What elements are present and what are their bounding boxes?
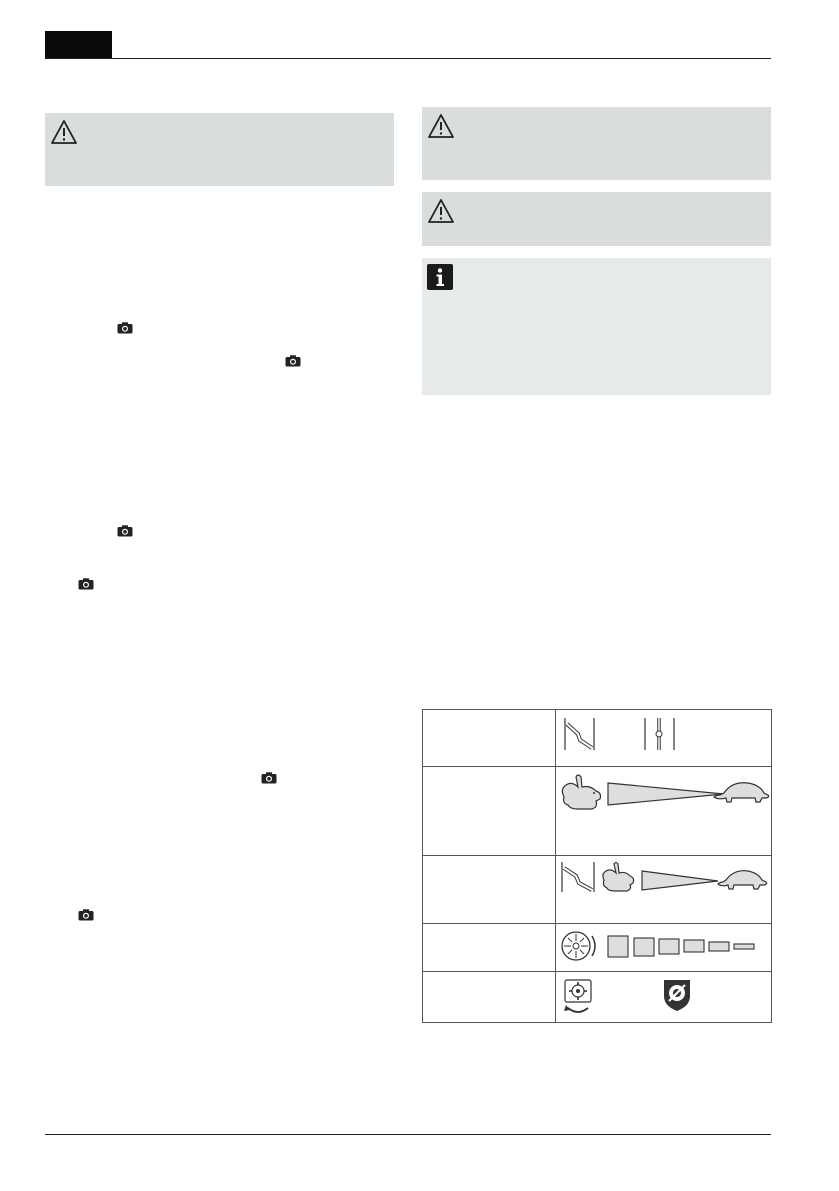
table-row [423, 767, 772, 856]
table-row [423, 924, 772, 972]
lever-open-icon [562, 862, 594, 892]
table-row [423, 710, 772, 767]
symbol-label-cell [423, 856, 556, 924]
camera-icon [285, 355, 301, 367]
symbol-table [422, 709, 772, 1023]
symbol-cell [556, 767, 772, 856]
warning-box-right-2 [422, 192, 771, 246]
info-icon [427, 264, 453, 290]
turtle-icon [714, 783, 769, 802]
camera-icon [78, 578, 94, 590]
symbol-label-cell [423, 767, 556, 856]
symbol-cell [556, 924, 772, 972]
symbol-label-cell [423, 710, 556, 767]
camera-icon [78, 909, 94, 921]
lever-closed-icon [645, 718, 674, 750]
symbol-label-cell [423, 924, 556, 972]
header-rule [45, 58, 771, 59]
table-row [423, 856, 772, 924]
symbol-cell [556, 972, 772, 1023]
footer-rule [45, 1134, 771, 1135]
camera-icon [261, 772, 277, 784]
brush-wheel-icon [562, 932, 595, 960]
symbol-label-cell [423, 972, 556, 1023]
table-row [423, 972, 772, 1023]
gear-lock-icon [664, 980, 690, 1011]
gear-rotate-icon [564, 980, 591, 1012]
height-steps-icon [608, 936, 754, 957]
turtle-icon [718, 871, 767, 889]
speed-wedge-icon [608, 783, 724, 805]
symbol-cell [556, 856, 772, 924]
rabbit-icon [603, 863, 634, 892]
warning-triangle-icon [427, 198, 455, 224]
warning-box-right-1 [422, 107, 771, 180]
warning-triangle-icon [427, 113, 455, 139]
info-box [422, 258, 771, 395]
speed-wedge-icon [642, 871, 718, 890]
symbol-cell [556, 710, 772, 767]
warning-box-left [45, 113, 394, 186]
camera-icon [117, 322, 133, 334]
header-tab [45, 31, 112, 59]
rabbit-icon [562, 775, 600, 809]
lever-open-icon [565, 718, 594, 750]
warning-triangle-icon [50, 119, 78, 145]
camera-icon [117, 525, 133, 537]
